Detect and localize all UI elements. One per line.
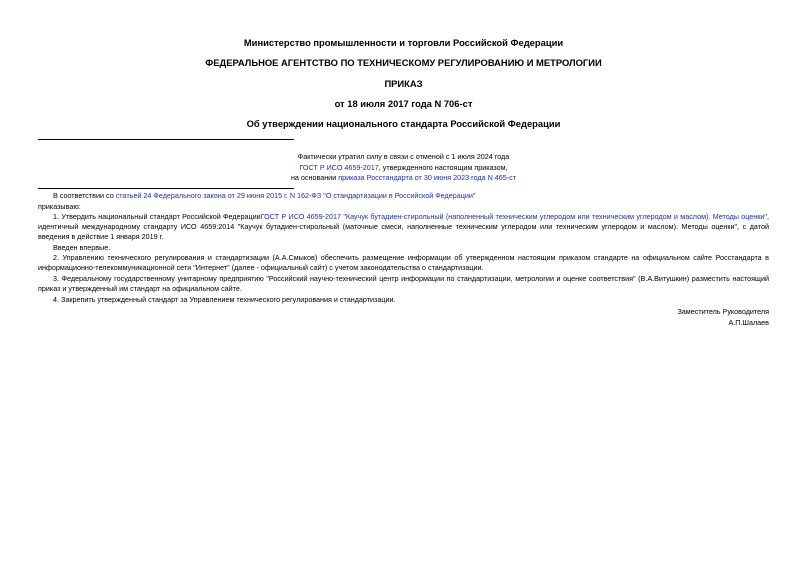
status-note-line3: [0, 173, 807, 183]
status-note-line1: Фактически утратил силу в связи с отменой с 1 июля 2024 года: [297, 152, 510, 161]
rosstandart-order-link[interactable]: приказа Росстандарта от 30 июня 2023 года N 465-ст: [338, 173, 517, 182]
document-type: ПРИКАЗ: [384, 78, 423, 89]
agency-title: ФЕДЕРАЛЬНОЕ АГЕНТСТВО ПО ТЕХНИЧЕСКОМУ РЕГУЛИРОВАНИЮ И МЕТРОЛОГИИ: [205, 57, 602, 68]
note-divider: [38, 188, 294, 189]
status-note-line2-text: , утвержденного настоящим приказом,: [378, 163, 508, 172]
item-1-prefix: 1. Утвердить национальный стандарт Российской Федерации: [53, 212, 261, 221]
signature-position: Заместитель Руководителя: [677, 307, 769, 316]
item-1-rest: , идентичный международному стандарту ИСО 4659:2014 "Каучук бутадиен-стирольный (маточные смеси, наполненные техническим углеродом или техническим углеродом и маслом). Методы оценки", с датой введения в действие 1 января 2019 г.: [38, 212, 769, 241]
signature-name: А.П.Шалаев: [728, 318, 769, 327]
item-1: [38, 212, 769, 242]
intro-paragraph: [53, 191, 475, 201]
item-3: 3. Федеральному государственному унитарному предприятию "Российский научно-технический центр информации по стандартизации, метрологии и оценке соответствия" (В.А.Витушкин) разместить настоящий приказ и утвержденный им стандарт на официальном сайте.: [38, 274, 769, 293]
standard-link[interactable]: ГОСТ Р ИСО 4659-2017 "Каучук бутадиен-стирольный (наполненный техническим углеродом или техническим углеродом и маслом). Методы оценки": [260, 212, 767, 221]
document-date-number: от 18 июля 2017 года N 706-ст: [334, 98, 473, 109]
status-note-line2: [0, 163, 807, 173]
top-divider: [38, 139, 294, 140]
ministry-title: Министерство промышленности и торговли Российской Федерации: [243, 37, 564, 48]
introduced-first: Введен впервые.: [53, 243, 111, 252]
item-4: 4. Закрепить утвержденный стандарт за Управлением технического регулирования и стандартизации.: [53, 295, 396, 304]
document-subject: Об утверждении национального стандарта Российской Федерации: [246, 118, 561, 129]
status-note-line3-prefix: на основании: [290, 173, 339, 182]
gost-link[interactable]: ГОСТ Р ИСО 4659-2017: [299, 163, 379, 172]
intro-prefix: В соответствии со: [53, 191, 116, 200]
item-2: 2. Управлению технического регулирования и стандартизации (А.А.Смыков) обеспечить размещение информации об утвержденном настоящим приказом стандарте на официальном сайте Росстандарта в информационно-телекоммуникационной сети "Интернет" (далее - официальный сайт) с учетом законодательства о стандартизации.: [38, 253, 769, 272]
federal-law-link[interactable]: статьей 24 Федерального закона от 29 июня 2015 г. N 162-ФЗ "О стандартизации в Российской Федерации": [115, 191, 476, 200]
order-word: приказываю:: [38, 202, 81, 211]
